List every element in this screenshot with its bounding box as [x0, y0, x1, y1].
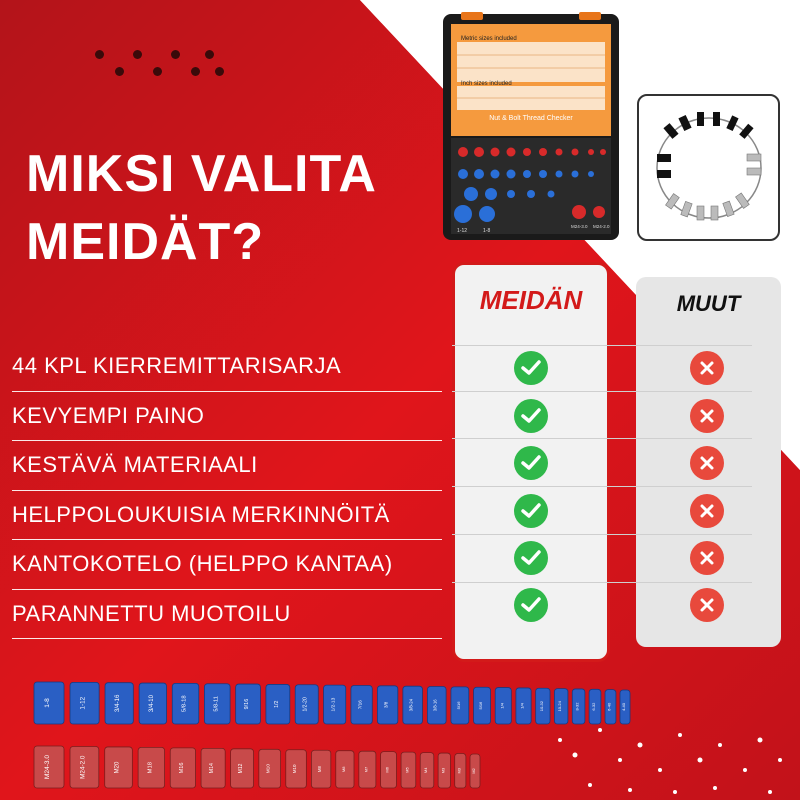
thread-gauge-label: M7 — [363, 766, 369, 773]
thread-gauge-label: M3 — [440, 767, 446, 774]
thread-gauge — [266, 684, 290, 724]
comparison-divider — [452, 582, 752, 583]
thread-gauge — [377, 686, 397, 724]
thread-gauge — [605, 690, 616, 724]
thread-gauge — [451, 687, 469, 724]
thread-gauge — [427, 687, 446, 724]
thread-gauge — [139, 683, 166, 724]
others-column-title: MUUT — [676, 291, 741, 316]
thread-gauge-label: 1/4 — [499, 703, 505, 709]
thread-gauge — [536, 688, 550, 724]
feature-item: KANTOKOTELO (HELPPO KANTAA) — [12, 540, 442, 590]
thread-gauge-label: M3 — [456, 767, 462, 774]
thread-gauge-label: 5/16 — [478, 701, 484, 710]
thread-gauge-label: 5/8-18 — [181, 695, 188, 712]
check-circle-icon — [514, 351, 548, 385]
case-label: M24-2.0 — [593, 224, 610, 229]
comparison-divider — [452, 486, 752, 487]
x-circle-icon — [690, 588, 724, 622]
thread-gauge — [401, 752, 416, 788]
thread-gauge — [420, 753, 434, 788]
thread-gauge — [170, 748, 195, 788]
thread-gauge — [438, 753, 450, 788]
thread-gauge-label: 3/8-24 — [408, 698, 414, 712]
feature-item: KEVYEMPI PAINO — [12, 392, 442, 442]
thread-gauge — [470, 754, 480, 788]
thread-gauge — [70, 682, 99, 724]
thread-gauge-label: 1/4 — [519, 703, 525, 709]
thread-gauge — [474, 687, 491, 724]
case-label: 1-8 — [483, 228, 491, 234]
thread-gauge-label: M20 — [113, 761, 121, 774]
case-inch-title: Inch sizes included — [461, 81, 512, 87]
thread-gauge-label: M24-2.0 — [79, 755, 87, 779]
thread-gauge-label: 3/4-16 — [114, 694, 122, 713]
thread-gauge — [286, 750, 307, 788]
thread-gauge-label: 10-32 — [538, 701, 544, 712]
thread-gauge-label: M16 — [178, 762, 185, 774]
comparison-divider — [452, 345, 752, 346]
thread-gauge — [201, 748, 225, 788]
thread-checker-case-image — [441, 12, 621, 242]
thread-gauge-label: 10-24 — [557, 701, 563, 712]
thread-gauge-label: M14 — [209, 763, 216, 774]
thread-gauge-label: M10 — [292, 764, 298, 774]
check-circle-icon — [514, 399, 548, 433]
thread-gauge — [359, 751, 376, 788]
thread-gauge-label: 1-12 — [79, 696, 87, 710]
thread-gauge-label: 1/2-13 — [331, 697, 337, 712]
thread-gauge-label: M6 — [384, 767, 390, 773]
check-circle-icon — [514, 494, 548, 528]
x-circle-icon — [690, 494, 724, 528]
thread-gauge-label: M18 — [147, 762, 154, 774]
thread-gauge — [572, 689, 585, 724]
case-product-name: Nut & Bolt Thread Checker — [489, 115, 573, 122]
thread-gauge — [34, 746, 64, 788]
case-label: M24-3.0 — [571, 224, 588, 229]
thread-gauge — [105, 683, 133, 724]
thread-gauge-label: 5/8-11 — [213, 696, 220, 712]
thread-gauge — [231, 749, 254, 788]
thread-gauge-label: M12 — [238, 763, 245, 774]
comparison-divider — [452, 534, 752, 535]
ours-column-title: MEIDÄN — [479, 285, 583, 315]
thread-gauge-label: 8-32 — [574, 702, 580, 711]
thread-gauge-label: M8 — [317, 766, 323, 773]
thread-gauge — [336, 751, 354, 788]
case-label: 1-12 — [457, 228, 468, 234]
thread-gauge-label: M8 — [340, 766, 346, 773]
thread-gauge — [259, 749, 281, 788]
headline — [26, 140, 377, 276]
feature-item: 44 KPL KIERREMITTARISARJA — [12, 342, 442, 392]
feature-list — [12, 342, 442, 639]
thread-gauge-label: 6-40 — [606, 702, 612, 711]
feature-item: HELPPOLOUKUISIA MERKINNÖITÄ — [12, 491, 442, 541]
thread-gauge — [236, 684, 261, 724]
thread-gauge-label: M5 — [404, 767, 410, 773]
thread-gauge — [589, 689, 601, 724]
thread-gauge — [554, 689, 567, 724]
thread-gauge-label: 3/8-16 — [432, 699, 438, 712]
thread-gauge — [620, 690, 630, 724]
thread-gauge — [295, 685, 318, 724]
thread-gauge — [381, 752, 397, 788]
decor-dots — [95, 45, 235, 85]
thread-gauge-label: 5/16 — [455, 701, 461, 710]
thread-gauge-label: 3/4-10 — [148, 694, 155, 713]
headline-line-2: MEIDÄT? — [26, 213, 265, 271]
thread-gauge — [70, 746, 99, 788]
thread-gauge-label: 1/2 — [273, 700, 280, 708]
check-circle-icon — [514, 446, 548, 480]
thread-gauge — [324, 685, 346, 724]
check-circle-icon — [514, 541, 548, 575]
x-circle-icon — [690, 446, 724, 480]
thread-gauge-label: M24-3.0 — [44, 754, 51, 780]
thread-gauge-label: 6-32 — [591, 702, 596, 711]
x-circle-icon — [690, 541, 724, 575]
thread-gauge-label: M10 — [266, 764, 272, 774]
thread-gauge-label: 9/16 — [244, 698, 251, 710]
thread-gauge — [34, 682, 64, 724]
thread-gauge — [403, 686, 423, 724]
thread-gauge-label: M4 — [423, 767, 428, 774]
thread-gauge — [138, 747, 164, 788]
thread-gauge — [311, 750, 330, 788]
thread-gauge-label: 7/16 — [357, 700, 363, 710]
thread-gauge-label: 1-8 — [44, 698, 51, 708]
comparison-divider — [452, 391, 752, 392]
x-circle-icon — [690, 351, 724, 385]
case-metric-title: Metric sizes included — [461, 36, 517, 42]
headline-line-1: MIKSI VALITA — [26, 145, 377, 203]
thread-gauge — [516, 688, 531, 724]
thread-gauge — [495, 688, 511, 724]
gauge-ring-image — [637, 94, 780, 241]
thread-gauge — [204, 684, 230, 724]
feature-item: KESTÄVÄ MATERIAALI — [12, 441, 442, 491]
thread-gauge-label: 3/8 — [383, 701, 389, 709]
thread-gauge-label: M2 — [471, 768, 476, 774]
thread-gauge — [172, 683, 199, 724]
feature-item: PARANNETTU MUOTOILU — [12, 590, 442, 640]
check-circle-icon — [514, 588, 548, 622]
x-circle-icon — [690, 399, 724, 433]
thread-gauge — [105, 747, 133, 788]
thread-gauge-label: 1/2-20 — [302, 697, 309, 712]
red-bolt-row — [30, 740, 550, 790]
comparison-divider — [452, 438, 752, 439]
thread-gauge — [351, 685, 372, 724]
blue-bolt-row — [30, 676, 626, 726]
thread-gauge — [455, 754, 466, 788]
thread-gauge-label: 4-40 — [621, 702, 626, 712]
